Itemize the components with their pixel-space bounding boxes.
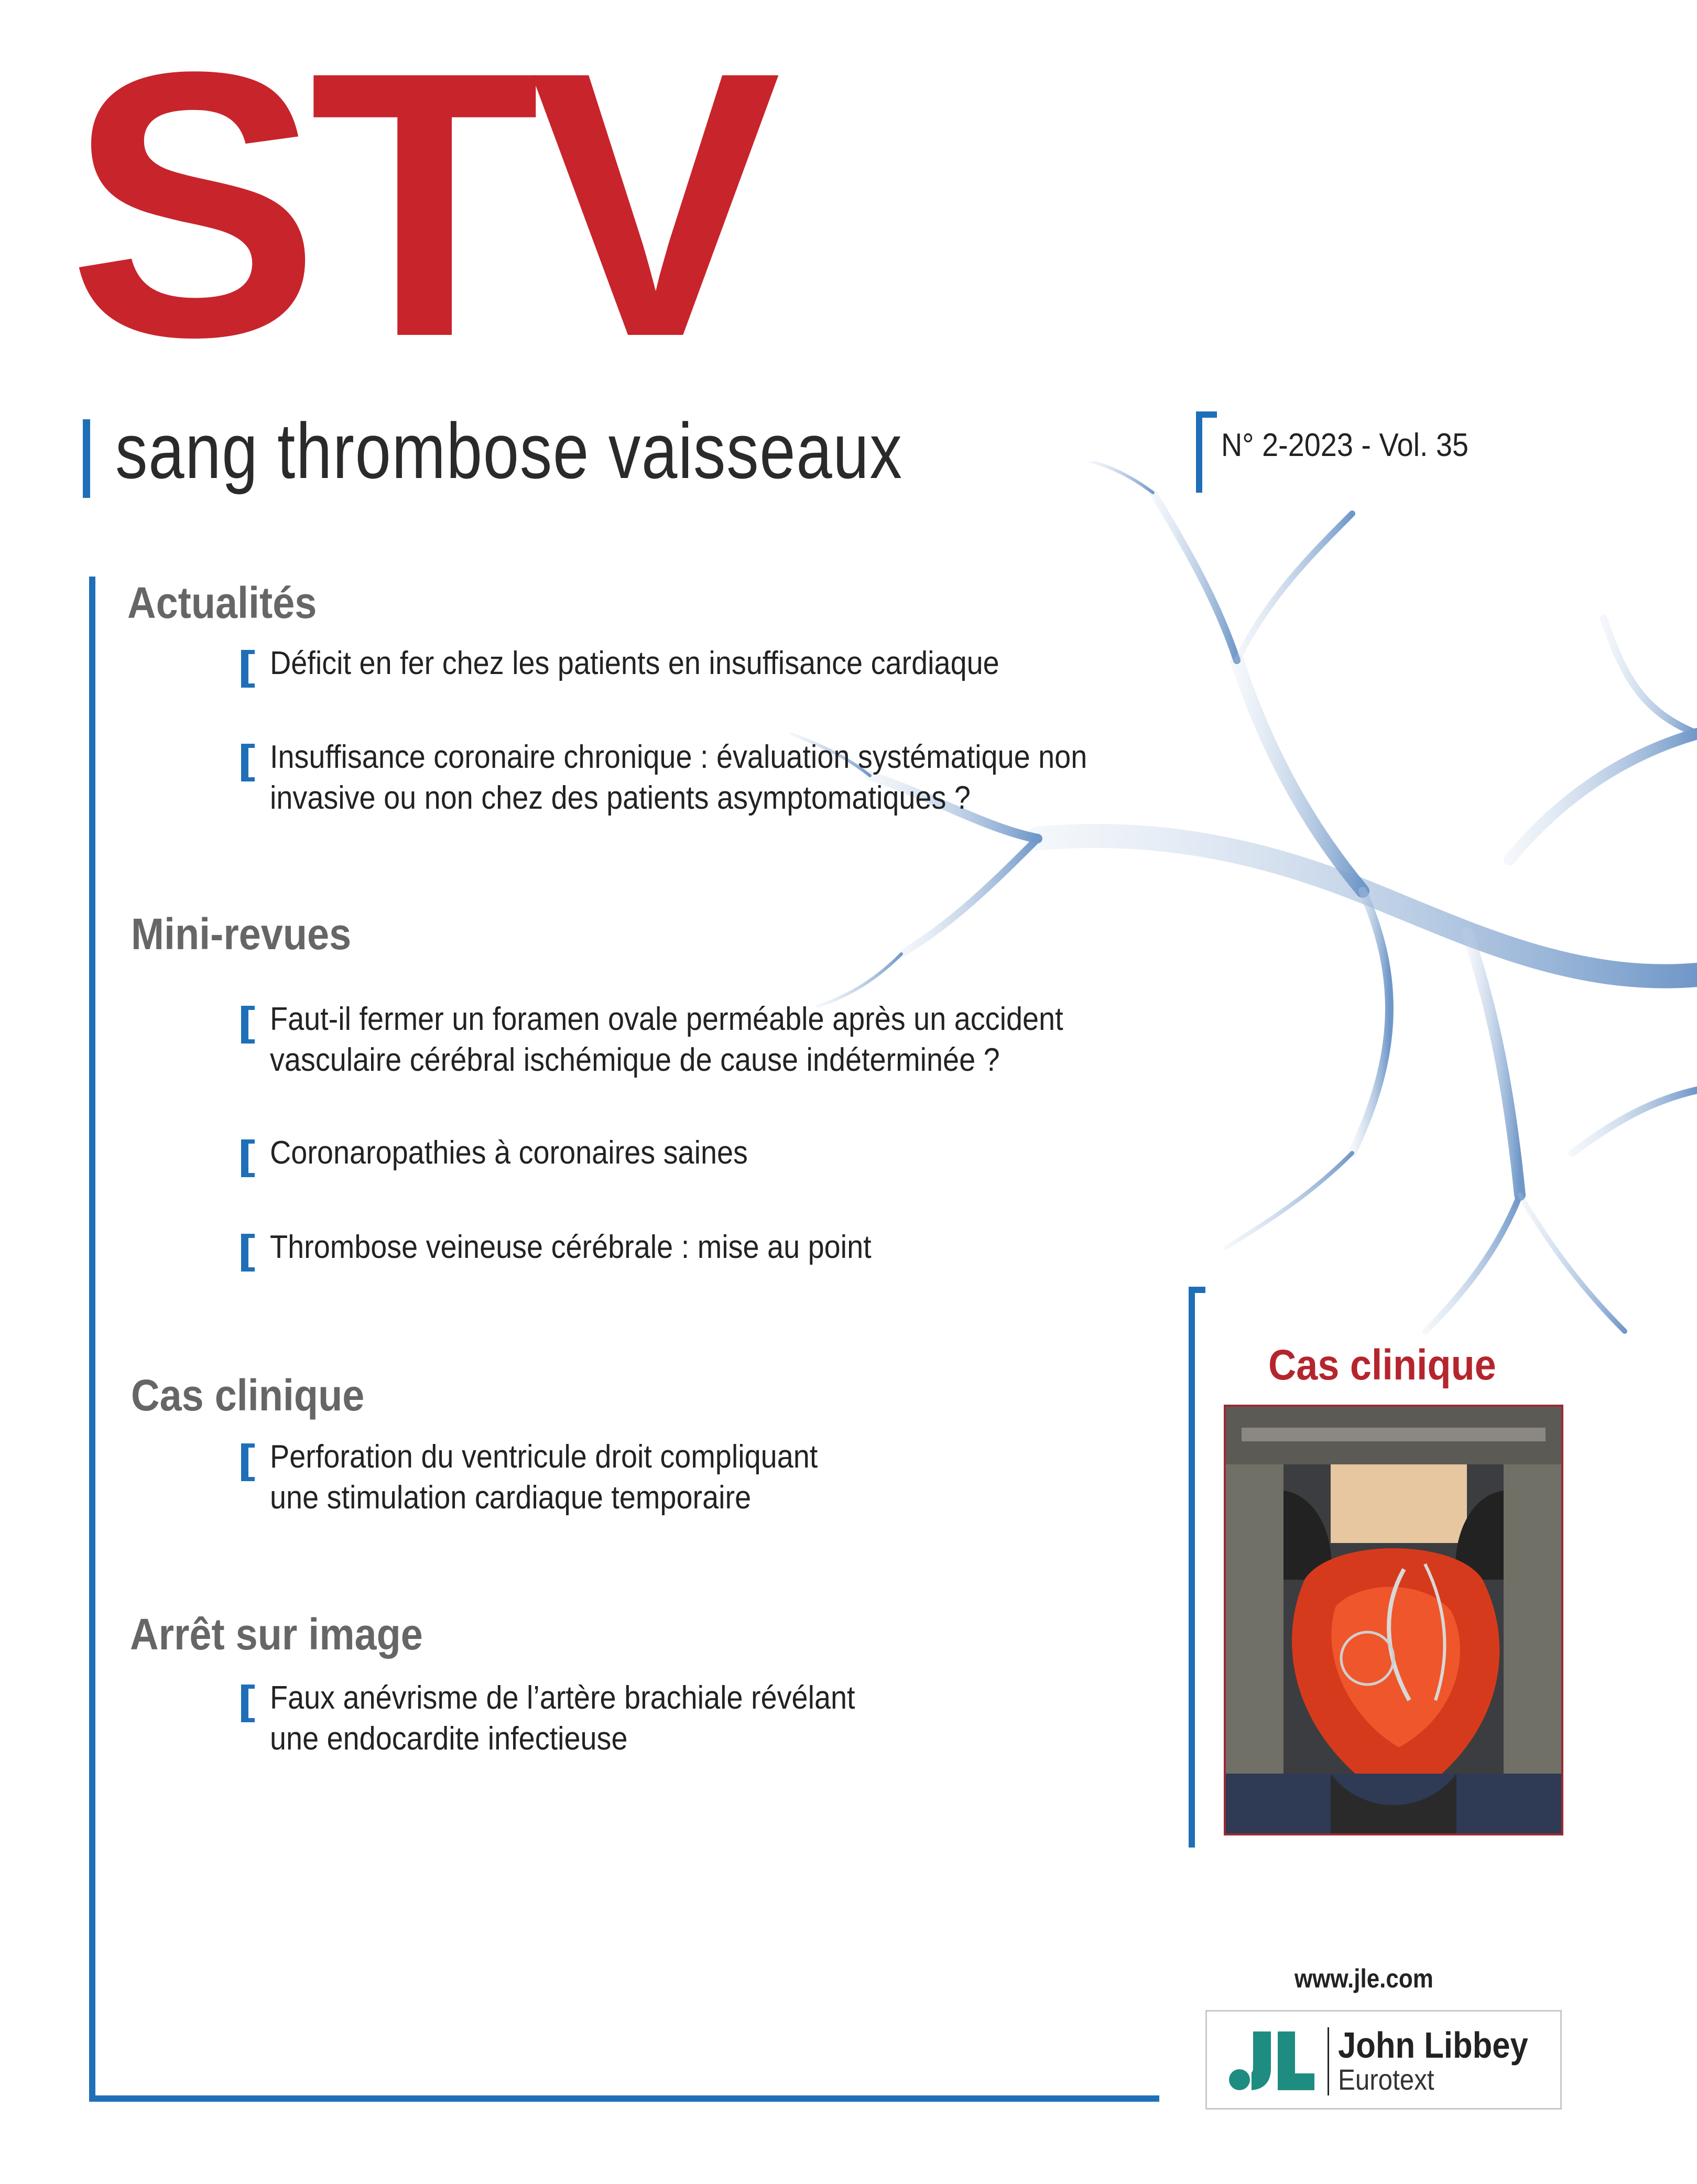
publisher-mark-text <box>1238 2095 1239 2096</box>
bullet-bracket-icon <box>241 744 255 781</box>
article-title-continued: une stimulation cardiaque temporaire <box>270 1480 752 1516</box>
section-title-actualites: Actualités <box>127 578 317 627</box>
vessel-tree-illustration <box>786 461 1697 1352</box>
website-link[interactable]: www.jle.com <box>1294 1964 1433 1993</box>
publisher-name: John Libbey <box>1338 2025 1528 2066</box>
article-title: Coronaropathies à coronaires saines <box>270 1135 748 1171</box>
bullet-bracket-icon <box>241 1443 255 1481</box>
section-title-cas-clinique: Cas clinique <box>131 1371 365 1420</box>
article-title-continued: une endocardite infectieuse <box>270 1721 628 1757</box>
article-title: Thrombose veineuse cérébrale : mise au point <box>270 1229 872 1265</box>
surgical-photo <box>1224 1405 1563 1835</box>
featured-heading: Cas clinique <box>1268 1341 1496 1389</box>
publisher-logo[interactable] <box>1205 2010 1562 2110</box>
article-title: Faux anévrisme de l’artère brachiale révélant <box>270 1680 855 1716</box>
featured-bracket-top <box>1189 1287 1205 1293</box>
publisher-divider <box>1328 2027 1329 2095</box>
article-title-continued: invasive ou non chez des patients asymptomatiques ? <box>270 780 971 816</box>
contents-frame-left <box>89 577 95 2102</box>
issue-bracket-top <box>1196 411 1217 418</box>
publisher-subname: Eurotext <box>1338 2063 1434 2096</box>
bullet-bracket-icon <box>241 650 255 688</box>
bullet-bracket-icon <box>241 1685 255 1722</box>
subtitle-bracket <box>83 419 90 498</box>
featured-bracket <box>1189 1287 1195 1848</box>
article-title: Perforation du ventricule droit compliquant <box>270 1439 818 1475</box>
contents-frame-bottom <box>89 2095 1159 2102</box>
section-title-arret-sur-image: Arrêt sur image <box>130 1610 423 1659</box>
bullet-bracket-icon <box>241 1006 255 1044</box>
journal-subtitle: sang thrombose vaisseaux <box>115 407 903 495</box>
journal-logo: STV <box>68 0 771 415</box>
bullet-bracket-icon <box>241 1139 255 1177</box>
article-title: Faut-il fermer un foramen ovale perméable après un accident <box>270 1001 1063 1037</box>
section-title-mini-revues: Mini-revues <box>131 909 352 959</box>
article-title: Déficit en fer chez les patients en insuffisance cardiaque <box>270 645 999 681</box>
article-title-continued: vasculaire cérébral ischémique de cause indéterminée ? <box>270 1042 1000 1078</box>
issue-bracket <box>1196 411 1202 493</box>
article-title: Insuffisance coronaire chronique : évaluation systématique non <box>270 739 1087 775</box>
issue-number: N° 2-2023 - Vol. 35 <box>1221 427 1469 463</box>
publisher-mark-icon <box>1228 2031 1317 2092</box>
bullet-bracket-icon <box>241 1234 255 1272</box>
